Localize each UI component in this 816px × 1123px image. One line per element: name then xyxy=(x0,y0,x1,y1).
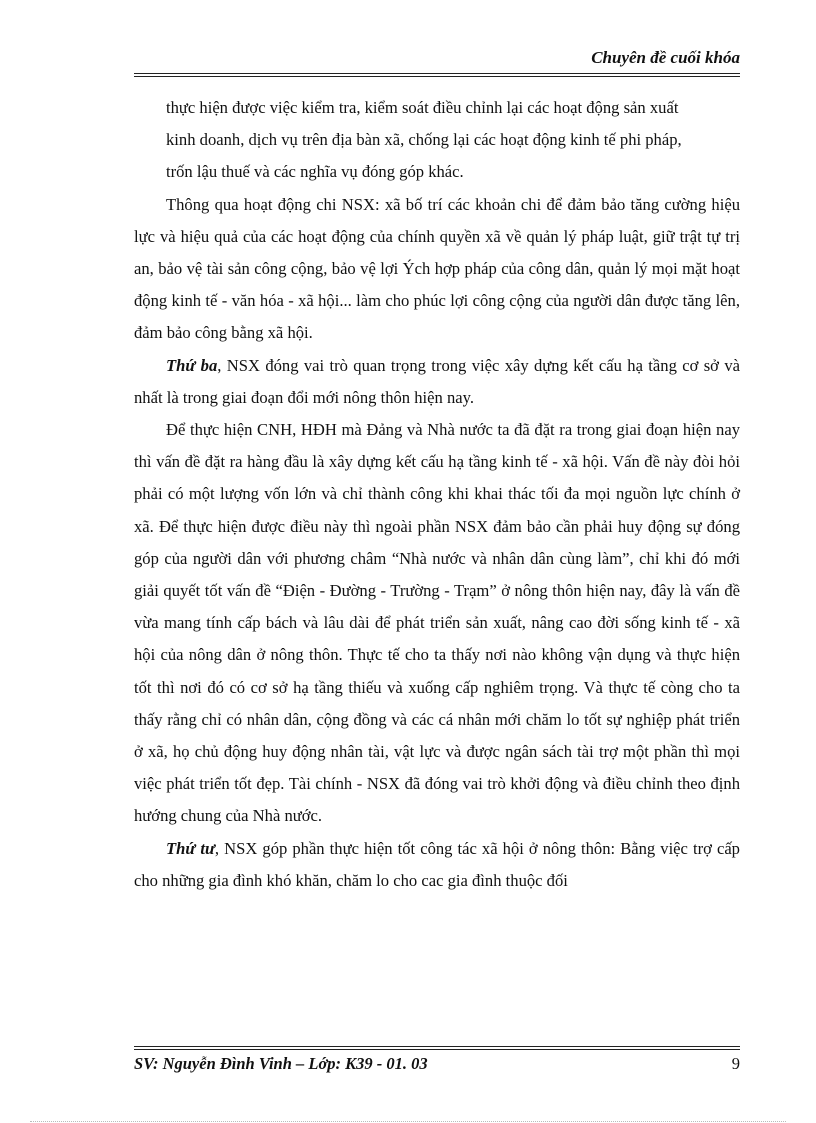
footer-author: SV: Nguyễn Đình Vinh – Lớp: K39 - 01. 03 xyxy=(134,1054,428,1073)
paragraph-text: , NSX đóng vai trò quan trọng trong việc xây dựng kết cấu hạ tầng cơ sở và nhất là trong giai đoạn đổi mới nông thôn hiện nay. xyxy=(134,355,740,407)
paragraph-heading: Thứ tư xyxy=(166,838,215,858)
paragraph xyxy=(134,833,740,897)
paragraph-text: , NSX góp phần thực hiện tốt công tác xã hội ở nông thôn: Bằng việc trợ cấp cho những gia đình khó khăn, chăm lo cho cac gia đình thuộc đối xyxy=(134,838,740,890)
page-edge-line xyxy=(30,1121,786,1122)
paragraph-heading: Thứ ba xyxy=(166,355,218,375)
paragraph: thực hiện được việc kiểm tra, kiểm soát điều chỉnh lại các hoạt động sản xuất xyxy=(166,98,679,117)
header-rule-secondary xyxy=(134,76,740,77)
paragraph: Để thực hiện CNH, HĐH mà Đảng và Nhà nước ta đã đặt ra trong giai đoạn hiện nay thì vấn đề đặt ra hàng đầu là xây dựng kết cấu hạ tầng kinh tế - xã hội. Vấn đề này đòi hỏi phải có một lượng vốn lớn và chỉ thành công khi khai thác tối đa mọi nguồn lực chính ở xã. Để thực hiện được điều này thì ngoài phần NSX đảm bảo cần phải huy động sự đóng góp của người dân với phương châm “Nhà nước và nhân dân cùng làm”, chỉ khi đó mới giải quyết tốt vấn đề “Điện - Đường - Trường - Trạm” ở nông thôn hiện nay, đây là vấn đề vừa mang tính cấp bách và lâu dài để phát triển sản xuất, nâng cao đời sống kinh tế - xã hội của nông dân ở nông thôn. Thực tế cho ta thấy nơi nào không vận dụng và thực hiện tốt thì nơi đó có cơ sở hạ tầng thiếu và xuống cấp nghiêm trọng. Và thực tế còng cho ta thấy rằng chỉ có nhân dân, cộng đồng và các cá nhân mới chăm lo tốt sự nghiệp phát triển ở xã, họ chủ động huy động nhân tài, vật lực và được ngân sách tài trợ một phần thì mọi việc phát triển tốt đẹp. Tài chính - NSX đã đóng vai trò khởi động và điều chỉnh theo định hướng chung của Nhà nước. xyxy=(134,420,740,826)
paragraph: trốn lậu thuế và các nghĩa vụ đóng góp khác. xyxy=(166,162,464,182)
paragraph xyxy=(134,350,740,414)
paragraph: Thông qua hoạt động chi NSX: xã bố trí các khoản chi để đảm bảo tăng cường hiệu lực và hiệu quả của các hoạt động của chính quyền xã về quản lý pháp luật, giữ trật tự trị an, bảo vệ tài sản công cộng, bảo vệ lợi Ých hợp pháp của công dân, quản lý mọi mặt hoạt động kinh tế - văn hóa - xã hội... làm cho phúc lợi công cộng của người dân được tăng lên, đảm bảo công bằng xã hội. xyxy=(134,194,740,343)
footer-rule xyxy=(134,1046,740,1047)
document-body xyxy=(134,92,740,897)
footer-rule-secondary xyxy=(134,1049,740,1050)
page-header-title: Chuyên đề cuối khóa xyxy=(591,48,740,67)
page-number: 9 xyxy=(731,1054,740,1073)
paragraph: kinh doanh, dịch vụ trên địa bàn xã, chống lại các hoạt động kinh tế phi pháp, xyxy=(166,130,682,150)
header-rule xyxy=(134,73,740,74)
